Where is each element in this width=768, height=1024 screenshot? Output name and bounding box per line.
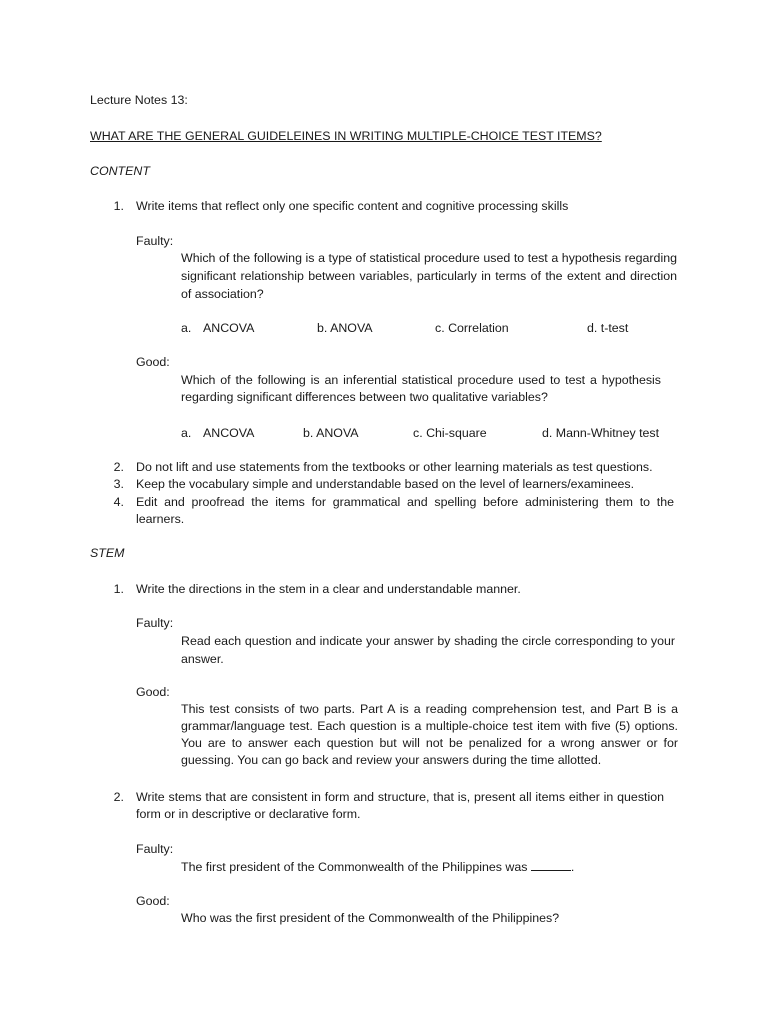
answer-blank <box>531 858 571 871</box>
option: d. t-test <box>587 321 629 335</box>
list-number: 1. <box>113 582 124 596</box>
list-number: 1. <box>113 199 124 213</box>
list-number: 4. <box>113 495 124 509</box>
guideline-text: Write stems that are consistent in form and structure, that is, present all items either in question form or in descriptive or declarative form. <box>136 790 664 821</box>
option: b. ANOVA <box>303 426 359 440</box>
main-heading: WHAT ARE THE GENERAL GUIDELEINES IN WRITING MULTIPLE-CHOICE TEST ITEMS? <box>90 129 602 143</box>
faulty-example <box>181 858 574 876</box>
option: b. ANOVA <box>317 321 373 335</box>
good-stem: Which of the following is an inferential statistical procedure used to test a hypothesis regarding significant differences between two qualitative variables? <box>181 373 661 404</box>
faulty-example-end: . <box>570 860 575 874</box>
good-label: Good: <box>136 894 170 908</box>
good-label: Good: <box>136 685 170 699</box>
guideline-text: Write the directions in the stem in a clear and understandable manner. <box>136 582 521 596</box>
guideline-text: Keep the vocabulary simple and understandable based on the level of learners/examinees. <box>136 477 635 491</box>
option: d. Mann-Whitney test <box>542 426 660 440</box>
good-example: Who was the first president of the Commonwealth of the Philippines? <box>181 911 560 925</box>
faulty-label: Faulty: <box>136 842 174 856</box>
option: ANCOVA <box>203 426 255 440</box>
faulty-stem: Which of the following is a type of statistical procedure used to test a hypothesis regarding significant relationship between variables, particularly in terms of the extent and direction of association? <box>181 251 677 301</box>
faulty-example-text: The first president of the Commonwealth of the Philippines was <box>181 860 528 874</box>
lecture-title: Lecture Notes 13: <box>90 93 188 107</box>
option-letter: a. <box>181 321 192 335</box>
faulty-label: Faulty: <box>136 234 174 248</box>
good-label: Good: <box>136 355 170 369</box>
list-number: 2. <box>113 790 124 804</box>
faulty-example: Read each question and indicate your answer by shading the circle corresponding to your answer. <box>181 634 675 666</box>
guideline-text: Do not lift and use statements from the textbooks or other learning materials as test questions. <box>136 460 653 474</box>
section-label-stem: STEM <box>90 546 125 560</box>
guideline-text: Edit and proofread the items for grammatical and spelling before administering them to the learners. <box>136 495 674 526</box>
list-number: 2. <box>113 460 124 474</box>
section-label-content: CONTENT <box>90 164 150 178</box>
option: c. Correlation <box>435 321 509 335</box>
guideline-text: Write items that reflect only one specific content and cognitive processing skills <box>136 199 569 213</box>
option: c. Chi-square <box>413 426 487 440</box>
list-number: 3. <box>113 477 124 491</box>
good-example: This test consists of two parts. Part A is a reading comprehension test, and Part B is a grammar/language test. Each question is a multiple-choice test item with five (5) options. You are to answer each question but will not be penalized for a wrong answer or for guessing. You can go back and review your answers during the time allotted. <box>181 702 678 767</box>
option: ANCOVA <box>203 321 255 335</box>
option-letter: a. <box>181 426 192 440</box>
faulty-label: Faulty: <box>136 616 174 630</box>
